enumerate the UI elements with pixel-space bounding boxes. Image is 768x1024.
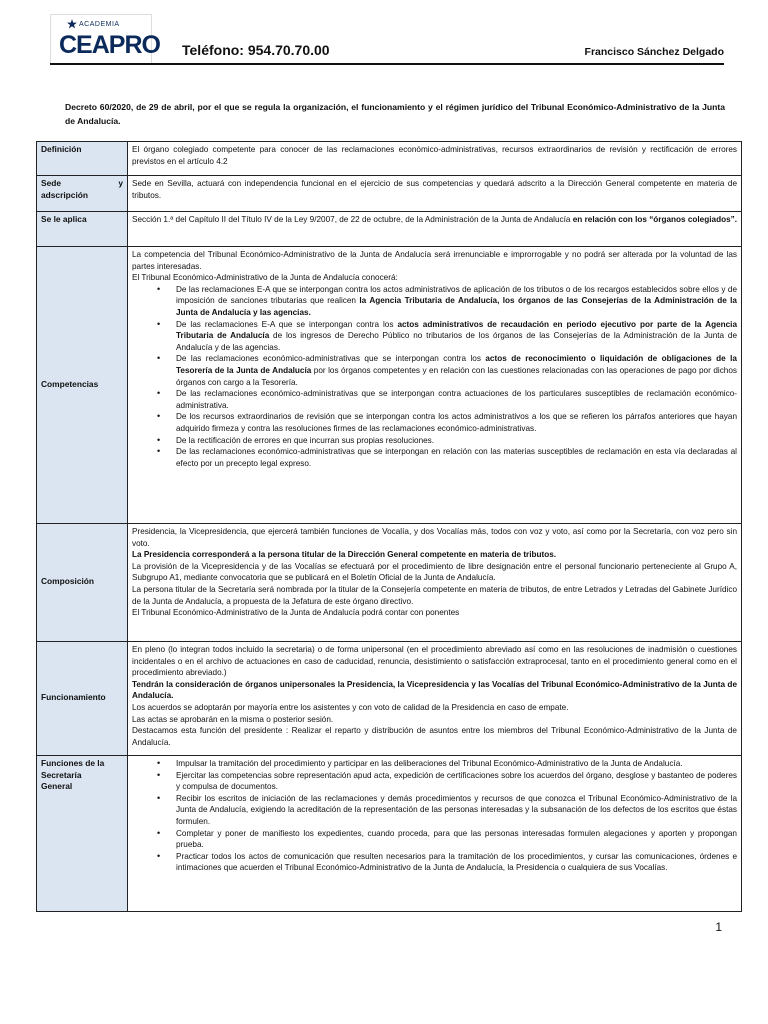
table-row bbox=[37, 176, 742, 212]
table-row bbox=[37, 247, 742, 524]
secretaria-list bbox=[132, 758, 737, 874]
competencias-list bbox=[132, 284, 737, 470]
list-item: • De las reclamaciones económico-administrativas que se interpongan contra los actos de reconocimiento o liquidación de obligaciones de la Tesorería de la Junta de Andalucía por los órganos competentes y en relación con las cuestiones relacionadas con las operaciones de pago por dichos órganos con cargo a la Tesorería. bbox=[176, 353, 737, 388]
page-number: 1 bbox=[715, 920, 722, 934]
table-row bbox=[37, 212, 742, 247]
row-label: Funciones de la Secretaría General bbox=[37, 756, 128, 912]
header-divider bbox=[50, 63, 724, 65]
list-item: • Impulsar la tramitación del procedimiento y participar en las deliberaciones del Tribunal Económico-Administrativo de la Junta de Andalucía. bbox=[176, 758, 737, 770]
table-row bbox=[37, 142, 742, 176]
row-value: El órgano colegiado competente para conocer de las reclamaciones económico-administrativas, recursos extraordinarios de revisión y rectificación de errores previstos en el artículo 4.2 bbox=[128, 142, 742, 176]
row-label: Composición bbox=[37, 524, 128, 642]
list-item: • De las reclamaciones económico-administrativas que se interpongan contra actuaciones de los particulares susceptibles de reclamación económico-administrativa. bbox=[176, 388, 737, 411]
decree-title: Decreto 60/2020, de 29 de abril, por el que se regula la organización, el funcionamiento y el régimen jurídico del Tribunal Económico-Administrativo de la Junta de Andalucía. bbox=[65, 102, 725, 126]
list-item: • De las reclamaciones económico-administrativas que se interpongan en relación con las materias susceptibles de reclamación en esta vía declaradas al efecto por un precepto legal expreso. bbox=[176, 446, 737, 469]
table-row bbox=[37, 524, 742, 642]
row-value: La competencia del Tribunal Económico-Administrativo de la Junta de Andalucía será irrenunciable e improrrogable y no podrá ser alterada por la voluntad de las partes interesadas. El Tribunal Económico-Administrativo de la Junta de Andalucía conocerá: • De las reclamaciones E-A que se interpongan contra los actos administrativos de aplicación de los tributos o de los recargos establecidos sobre ellos y de imposición de sanciones tributarias que realicen la Agencia Tributaria de Andalucía, los órganos de las Consejerías de la Administración de la Junta de Andalucía y las agencias. • De las reclamaciones E-A que se interpongan contra los actos administrativos de recaudación en periodo ejecutivo por parte de la Agencia Tributaria de Andalucía de los ingresos de Derecho Público no tributarios de los órganos de las Consejerías de la Administración de la Junta de Andalucía y de las agencias. • De las reclamaciones económico-administrativas que se interpongan contra los actos de reconocimiento o liquidación de obligaciones de la Tesorería de la Junta de Andalucía por los órganos competentes y en relación con las cuestiones relacionadas con las operaciones de pago por dichos órganos con cargo a la Tesorería. • De las reclamaciones económico-administrativas que se interpongan contra actuaciones de los particulares susceptibles de reclamación económico-administrativa. • De los recursos extraordinarios de revisión que se interpongan contra los actos administrativos a los que se refieren los párrafos anteriores que hayan adquirido firmeza y contra las resoluciones firmes de las reclamaciones económico-administrativas. • De la rectificación de errores en que incurran sus propias resoluciones. • De las reclamaciones económico-administrativas que se interpongan en relación con las materias susceptibles de reclamación en esta vía declaradas al efecto por un precepto legal expreso. bbox=[128, 247, 742, 524]
list-item: • Ejercitar las competencias sobre representación apud acta, expedición de certificaciones sobre los acuerdos del órgano, desglose y bastanteo de poderes y compulsa de documentos. bbox=[176, 770, 737, 793]
row-label: Sede y adscripción bbox=[37, 176, 128, 212]
list-item: • De la rectificación de errores en que incurran sus propias resoluciones. bbox=[176, 435, 737, 447]
table-row bbox=[37, 756, 742, 912]
row-value: Sección 1.ª del Capítulo II del Título IV de la Ley 9/2007, de 22 de octubre, de la Administración de la Junta de Andalucía en relación con los “órganos colegiados”. bbox=[128, 212, 742, 247]
row-value: Sede en Sevilla, actuará con independencia funcional en el ejercicio de sus competencias y quedará adscrito a la Dirección General competente en materia de tributos. bbox=[128, 176, 742, 212]
summary-table bbox=[36, 141, 742, 912]
phone-number: Teléfono: 954.70.70.00 bbox=[182, 42, 330, 58]
row-label: Funcionamiento bbox=[37, 642, 128, 756]
row-value: Presidencia, la Vicepresidencia, que ejercerá también funciones de Vocalía, y dos Vocalías más, todos con voz y voto, así como por la Secretaría, con voz pero sin voto. La Presidencia corresponderá a la persona titular de la Dirección General competente en materia de tributos. La provisión de la Vicepresidencia y de las Vocalías se efectuará por el procedimiento de libre designación entre el personal funcionario perteneciente al Grupo A, Subgrupo A1, mediante convocatoria que se publicará en el Boletín Oficial de la Junta de Andalucía. La persona titular de la Secretaría será nombrada por la titular de la Consejería competente en materia de tributos, de entre Letrados y Letradas del Gabinete Jurídico de la Junta de Andalucía, a propuesta de la Jefatura de este órgano directivo. El Tribunal Económico-Administrativo de la Junta de Andalucía podrá contar con ponentes bbox=[128, 524, 742, 642]
page-header bbox=[50, 14, 724, 66]
list-item: • Practicar todos los actos de comunicación que resulten necesarios para la tramitación de los procedimientos, y cursar las comunicaciones, órdenes e intimaciones que acuerden el Tribunal Económico-Administrativo de la Junta de Andalucía, la Presidencia o cualquiera de sus Vocalías. bbox=[176, 851, 737, 874]
logo-academia-text: ACADEMIA bbox=[79, 21, 120, 28]
table-row bbox=[37, 642, 742, 756]
ceapro-logo bbox=[50, 14, 160, 64]
star-icon bbox=[67, 19, 77, 29]
row-label: Competencias bbox=[37, 247, 128, 524]
author-name: Francisco Sánchez Delgado bbox=[584, 46, 724, 58]
list-item: • Completar y poner de manifiesto los expedientes, cuando proceda, para que las personas interesadas formulen alegaciones y aporten y propongan prueba. bbox=[176, 828, 737, 851]
row-value bbox=[128, 756, 742, 912]
list-item: • De las reclamaciones E-A que se interpongan contra los actos administrativos de recaudación en periodo ejecutivo por parte de la Agencia Tributaria de Andalucía de los ingresos de Derecho Público no tributarios de los órganos de las Consejerías de la Administración de la Junta de Andalucía y de las agencias. bbox=[176, 319, 737, 354]
row-label: Se le aplica bbox=[37, 212, 128, 247]
list-item: • De las reclamaciones E-A que se interpongan contra los actos administrativos de aplicación de los tributos o de los recargos establecidos sobre ellos y de imposición de sanciones tributarias que realicen la Agencia Tributaria de Andalucía, los órganos de las Consejerías de la Administración de la Junta de Andalucía y las agencias. bbox=[176, 284, 737, 319]
list-item: • Recibir los escritos de iniciación de las reclamaciones y demás procedimientos y recursos de que conozca el Tribunal Económico-Administrativo de la Junta de Andalucía, exigiendo la acreditación de la representación de las personas interesadas y la subsanación de los defectos de los escritos que éstas formulen. bbox=[176, 793, 737, 828]
list-item: • De los recursos extraordinarios de revisión que se interpongan contra los actos administrativos a los que se refieren los párrafos anteriores que hayan adquirido firmeza y contra las resoluciones firmes de las reclamaciones económico-administrativas. bbox=[176, 411, 737, 434]
row-label: Definición bbox=[37, 142, 128, 176]
row-value: En pleno (lo integran todos incluido la secretaria) o de forma unipersonal (en el procedimiento abreviado así como en las resoluciones de inadmisión o cuestiones incidentales o en el archivo de actuaciones en caso de caducidad, renuncia, desistimiento o satisfacción extraprocesal, tanto en el procedimiento general como en el procedimiento abreviado.) Tendrán la consideración de órganos unipersonales la Presidencia, la Vicepresidencia y las Vocalías del Tribunal Económico-Administrativo de la Junta de Andalucía. Los acuerdos se adoptarán por mayoría entre los asistentes y con voto de calidad de la Presidencia en caso de empate. Las actas se aprobarán en la misma o posterior sesión. Destacamos esta función del presidente : Realizar el reparto y distribución de asuntos entre los miembros del Tribunal Económico-Administrativo de la Junta de Andalucía. bbox=[128, 642, 742, 756]
logo-ceapro-text: CEAPRO bbox=[59, 31, 160, 59]
